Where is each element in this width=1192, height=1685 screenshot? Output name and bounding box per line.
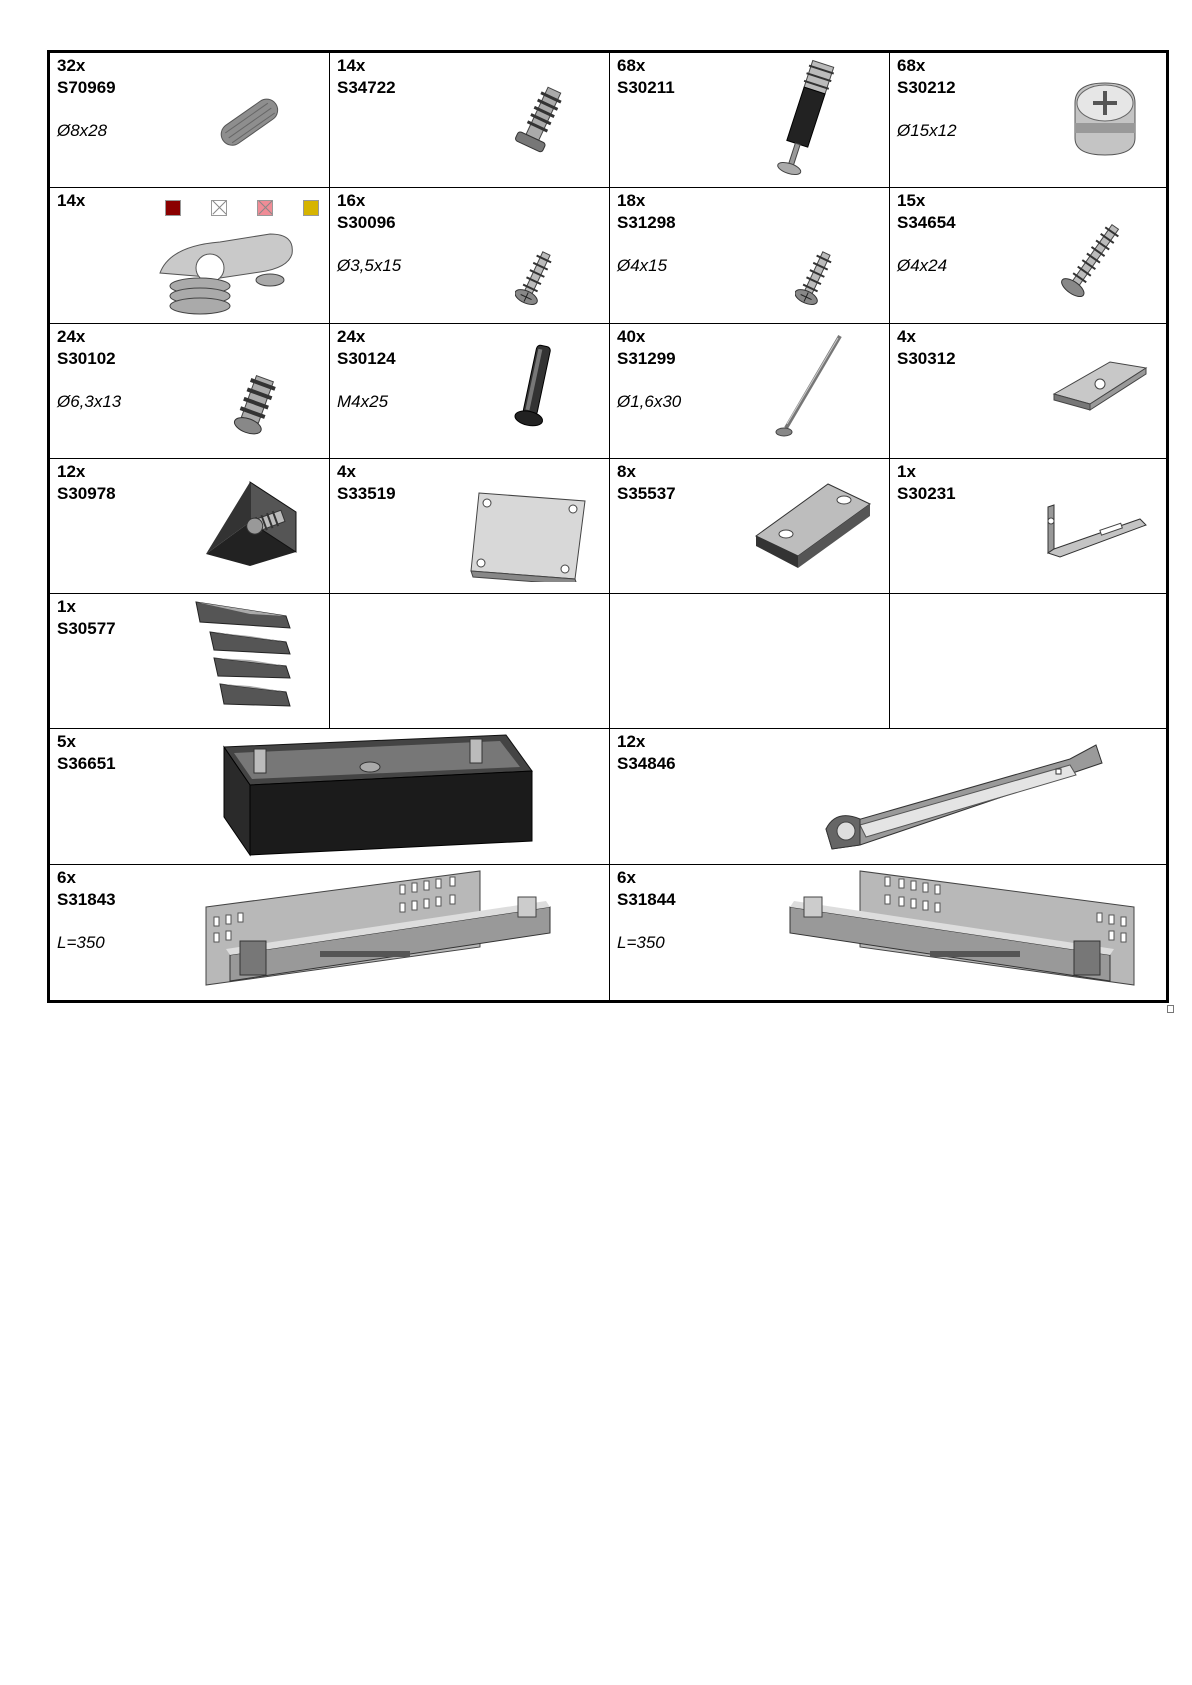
- part-code: S30577: [57, 619, 116, 639]
- part-cell-s31844: [610, 865, 1166, 1000]
- part-code: S31299: [617, 348, 676, 368]
- part-cell-s30102: [50, 324, 330, 459]
- part-quantity: 68x: [617, 56, 646, 75]
- part-quantity: 15x: [897, 191, 926, 211]
- part-cell: [50, 188, 330, 323]
- drawer-box-icon: [220, 733, 540, 858]
- part-cell-s30312: [890, 324, 1166, 459]
- shelf-connector-icon: [150, 228, 300, 318]
- mending-plate-icon: [750, 474, 875, 574]
- part-dimension: L=350: [57, 932, 105, 952]
- part-code: S34846: [617, 754, 676, 774]
- part-cell-s30096: [330, 188, 610, 323]
- part-quantity: 6x: [617, 867, 636, 887]
- part-dimension: Ø4x15: [617, 256, 668, 276]
- color-swatch: [211, 200, 227, 216]
- part-cell-s31299: [610, 324, 890, 459]
- cam-lock-icon: [1065, 73, 1145, 163]
- color-swatch: [303, 200, 319, 216]
- part-code: S36651: [57, 754, 116, 774]
- part-code: S30231: [897, 483, 956, 503]
- hanging-rail-icon: [820, 737, 1110, 855]
- part-quantity: 1x: [57, 597, 76, 617]
- part-code: S70969: [57, 78, 116, 97]
- empty-cell: [610, 594, 890, 729]
- dowel-icon: [210, 83, 290, 163]
- empty-cell: [330, 594, 610, 729]
- long-screw-icon: [1060, 213, 1120, 313]
- bolt-icon: [510, 339, 560, 439]
- part-quantity: 32x: [57, 56, 86, 75]
- part-quantity: 4x: [337, 461, 356, 481]
- part-quantity: 8x: [617, 461, 636, 481]
- part-code: S34722: [337, 78, 396, 97]
- part-cell-s35537: [610, 459, 890, 594]
- part-cell-s33519: [330, 459, 610, 594]
- part-cell-s70969: [50, 53, 330, 188]
- nail-icon: [770, 332, 850, 442]
- part-code: S30312: [897, 348, 956, 368]
- parts-grid: [50, 53, 1166, 1000]
- part-cell-s36651: [50, 729, 610, 864]
- part-quantity: 14x: [337, 56, 366, 75]
- color-swatch: [165, 200, 181, 216]
- cam-bolt-icon: [515, 81, 565, 161]
- part-cell-s34654: [890, 188, 1166, 323]
- part-quantity: 12x: [57, 461, 86, 481]
- part-dimension: L=350: [617, 932, 665, 952]
- euro-screw-icon: [230, 369, 280, 444]
- part-cell-s31843: [50, 865, 610, 1000]
- part-quantity: 12x: [617, 732, 646, 752]
- part-cell-s30212: [890, 53, 1166, 188]
- part-quantity: 68x: [897, 56, 926, 75]
- part-code: S31844: [617, 889, 676, 909]
- drawer-runner-right-icon: [770, 867, 1140, 995]
- part-code: S30096: [337, 213, 396, 233]
- part-code: S30978: [57, 483, 116, 503]
- part-quantity: 6x: [57, 867, 76, 887]
- part-cell-s30124: [330, 324, 610, 459]
- part-dimension: Ø4x24: [897, 256, 948, 276]
- empty-cell: [890, 594, 1166, 729]
- corner-block-icon: [200, 474, 300, 574]
- part-code: S30102: [57, 348, 116, 368]
- part-quantity: 24x: [57, 326, 86, 346]
- color-swatch: [257, 200, 273, 216]
- part-code: S35537: [617, 483, 676, 503]
- square-plate-icon: [465, 487, 590, 582]
- angle-bracket-icon: [1040, 499, 1155, 574]
- wedge-set-icon: [190, 596, 310, 721]
- part-code: S31843: [57, 889, 116, 909]
- color-swatches: [165, 200, 319, 216]
- part-quantity: 24x: [337, 326, 366, 346]
- part-quantity: 5x: [57, 732, 76, 752]
- metal-plate-icon: [1050, 354, 1150, 414]
- part-quantity: 16x: [337, 191, 366, 211]
- part-cell-s30978: [50, 459, 330, 594]
- connector-bolt-icon: [760, 57, 850, 183]
- part-cell-s30577: [50, 594, 330, 729]
- part-dimension: Ø6,3x13: [57, 391, 122, 411]
- part-quantity: 18x: [617, 191, 646, 211]
- part-quantity: 4x: [897, 326, 916, 346]
- screw-icon: [795, 243, 835, 313]
- part-cell-s34722: [330, 53, 610, 188]
- part-code: S30212: [897, 78, 956, 97]
- part-dimension: Ø15x12: [897, 121, 957, 140]
- part-quantity: 1x: [897, 461, 916, 481]
- part-code: S31298: [617, 213, 676, 233]
- part-cell-s30231: [890, 459, 1166, 594]
- part-dimension: Ø1,6x30: [617, 391, 682, 411]
- part-dimension: Ø3,5x15: [337, 256, 402, 276]
- page-corner-mark: [1167, 1005, 1174, 1013]
- part-code: S30124: [337, 348, 396, 368]
- part-quantity: 40x: [617, 326, 646, 346]
- part-code: S30211: [617, 78, 675, 97]
- part-cell-s34846: [610, 729, 1166, 864]
- screw-icon: [515, 243, 555, 313]
- drawer-runner-left-icon: [200, 867, 570, 995]
- part-dimension: Ø8x28: [57, 121, 108, 140]
- part-code: S33519: [337, 483, 396, 503]
- part-quantity: 14x: [57, 191, 86, 211]
- hardware-parts-table: [47, 50, 1169, 1003]
- part-dimension: M4x25: [337, 391, 389, 411]
- part-code: S34654: [897, 213, 956, 233]
- part-cell-s31298: [610, 188, 890, 323]
- part-cell-s30211: [610, 53, 890, 188]
